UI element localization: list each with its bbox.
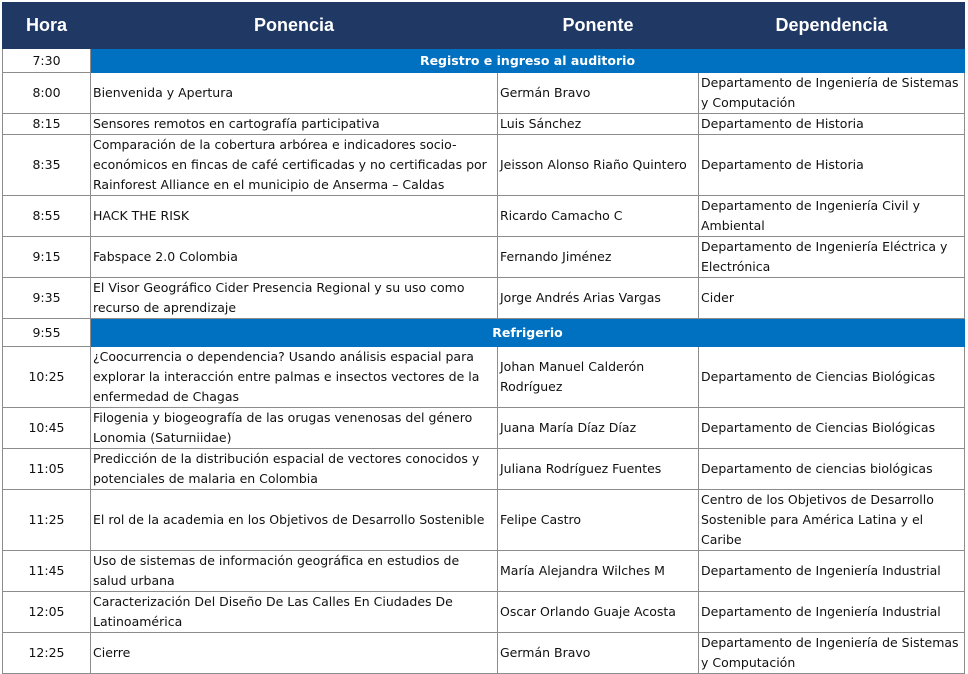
table-row [3, 114, 965, 135]
time-cell: 11:05 [3, 449, 91, 490]
department-cell: Centro de los Objetivos de Desarrollo Sostenible para América Latina y el Caribe [699, 490, 965, 551]
time-cell: 8:15 [3, 114, 91, 135]
department-cell: Departamento de Ciencias Biológicas [699, 408, 965, 449]
table-row [3, 49, 965, 73]
header-hora: Hora [3, 3, 91, 49]
time-cell: 12:05 [3, 592, 91, 633]
department-cell: Departamento de Ingeniería de Sistemas y Computación [699, 73, 965, 114]
talk-title-cell: Comparación de la cobertura arbórea e indicadores socio-económicos en fincas de café certificadas y no certificadas por Rainforest Alliance en el municipio de Anserma – Caldas [91, 135, 498, 196]
header-ponente: Ponente [498, 3, 699, 49]
time-cell: 10:25 [3, 347, 91, 408]
department-cell: Departamento de Ingeniería Industrial [699, 551, 965, 592]
department-cell: Departamento de Ingeniería Eléctrica y Electrónica [699, 237, 965, 278]
table-row [3, 633, 965, 674]
time-cell: 12:25 [3, 633, 91, 674]
header-dependencia: Dependencia [699, 3, 965, 49]
talk-title-cell: Caracterización Del Diseño De Las Calles En Ciudades De Latinoamérica [91, 592, 498, 633]
table-row [3, 449, 965, 490]
department-cell: Departamento de Historia [699, 114, 965, 135]
talk-title-cell: Cierre [91, 633, 498, 674]
table-row [3, 73, 965, 114]
time-cell: 8:35 [3, 135, 91, 196]
department-cell: Cider [699, 278, 965, 319]
table-row [3, 551, 965, 592]
speaker-cell: Jorge Andrés Arias Vargas [498, 278, 699, 319]
table-row [3, 278, 965, 319]
band-cell: Refrigerio [91, 319, 965, 347]
talk-title-cell: El Visor Geográfico Cider Presencia Regional y su uso como recurso de aprendizaje [91, 278, 498, 319]
speaker-cell: Felipe Castro [498, 490, 699, 551]
time-cell: 10:45 [3, 408, 91, 449]
speaker-cell: Luis Sánchez [498, 114, 699, 135]
talk-title-cell: Uso de sistemas de información geográfica en estudios de salud urbana [91, 551, 498, 592]
time-cell: 11:45 [3, 551, 91, 592]
header-ponencia: Ponencia [91, 3, 498, 49]
speaker-cell: Germán Bravo [498, 73, 699, 114]
table-row [3, 196, 965, 237]
speaker-cell: Fernando Jiménez [498, 237, 699, 278]
talk-title-cell: Sensores remotos en cartografía participativa [91, 114, 498, 135]
department-cell: Departamento de Ingeniería Civil y Ambiental [699, 196, 965, 237]
talk-title-cell: Filogenia y biogeografía de las orugas venenosas del género Lonomia (Saturniidae) [91, 408, 498, 449]
band-cell: Registro e ingreso al auditorio [91, 49, 965, 73]
time-cell: 11:25 [3, 490, 91, 551]
talk-title-cell: ¿Coocurrencia o dependencia? Usando análisis espacial para explorar la interacción entre palmas e insectos vectores de la enfermedad de Chagas [91, 347, 498, 408]
talk-title-cell: El rol de la academia en los Objetivos de Desarrollo Sostenible [91, 490, 498, 551]
time-cell: 8:55 [3, 196, 91, 237]
department-cell: Departamento de Ingeniería de Sistemas y Computación [699, 633, 965, 674]
department-cell: Departamento de ciencias biológicas [699, 449, 965, 490]
department-cell: Departamento de Ingeniería Industrial [699, 592, 965, 633]
talk-title-cell: HACK THE RISK [91, 196, 498, 237]
time-cell: 9:15 [3, 237, 91, 278]
speaker-cell: Juana María Díaz Díaz [498, 408, 699, 449]
time-cell: 7:30 [3, 49, 91, 73]
table-row [3, 237, 965, 278]
talk-title-cell: Predicción de la distribución espacial de vectores conocidos y potenciales de malaria en Colombia [91, 449, 498, 490]
header-row [3, 3, 965, 49]
speaker-cell: Oscar Orlando Guaje Acosta [498, 592, 699, 633]
speaker-cell: María Alejandra Wilches M [498, 551, 699, 592]
time-cell: 9:55 [3, 319, 91, 347]
department-cell: Departamento de Ciencias Biológicas [699, 347, 965, 408]
table-row [3, 408, 965, 449]
time-cell: 9:35 [3, 278, 91, 319]
schedule-table [2, 2, 965, 674]
table-row [3, 319, 965, 347]
speaker-cell: Jeisson Alonso Riaño Quintero [498, 135, 699, 196]
table-row [3, 490, 965, 551]
speaker-cell: Juliana Rodríguez Fuentes [498, 449, 699, 490]
table-row [3, 592, 965, 633]
talk-title-cell: Fabspace 2.0 Colombia [91, 237, 498, 278]
table-row [3, 347, 965, 408]
table-row [3, 135, 965, 196]
speaker-cell: Ricardo Camacho C [498, 196, 699, 237]
department-cell: Departamento de Historia [699, 135, 965, 196]
speaker-cell: Germán Bravo [498, 633, 699, 674]
talk-title-cell: Bienvenida y Apertura [91, 73, 498, 114]
speaker-cell: Johan Manuel Calderón Rodríguez [498, 347, 699, 408]
time-cell: 8:00 [3, 73, 91, 114]
